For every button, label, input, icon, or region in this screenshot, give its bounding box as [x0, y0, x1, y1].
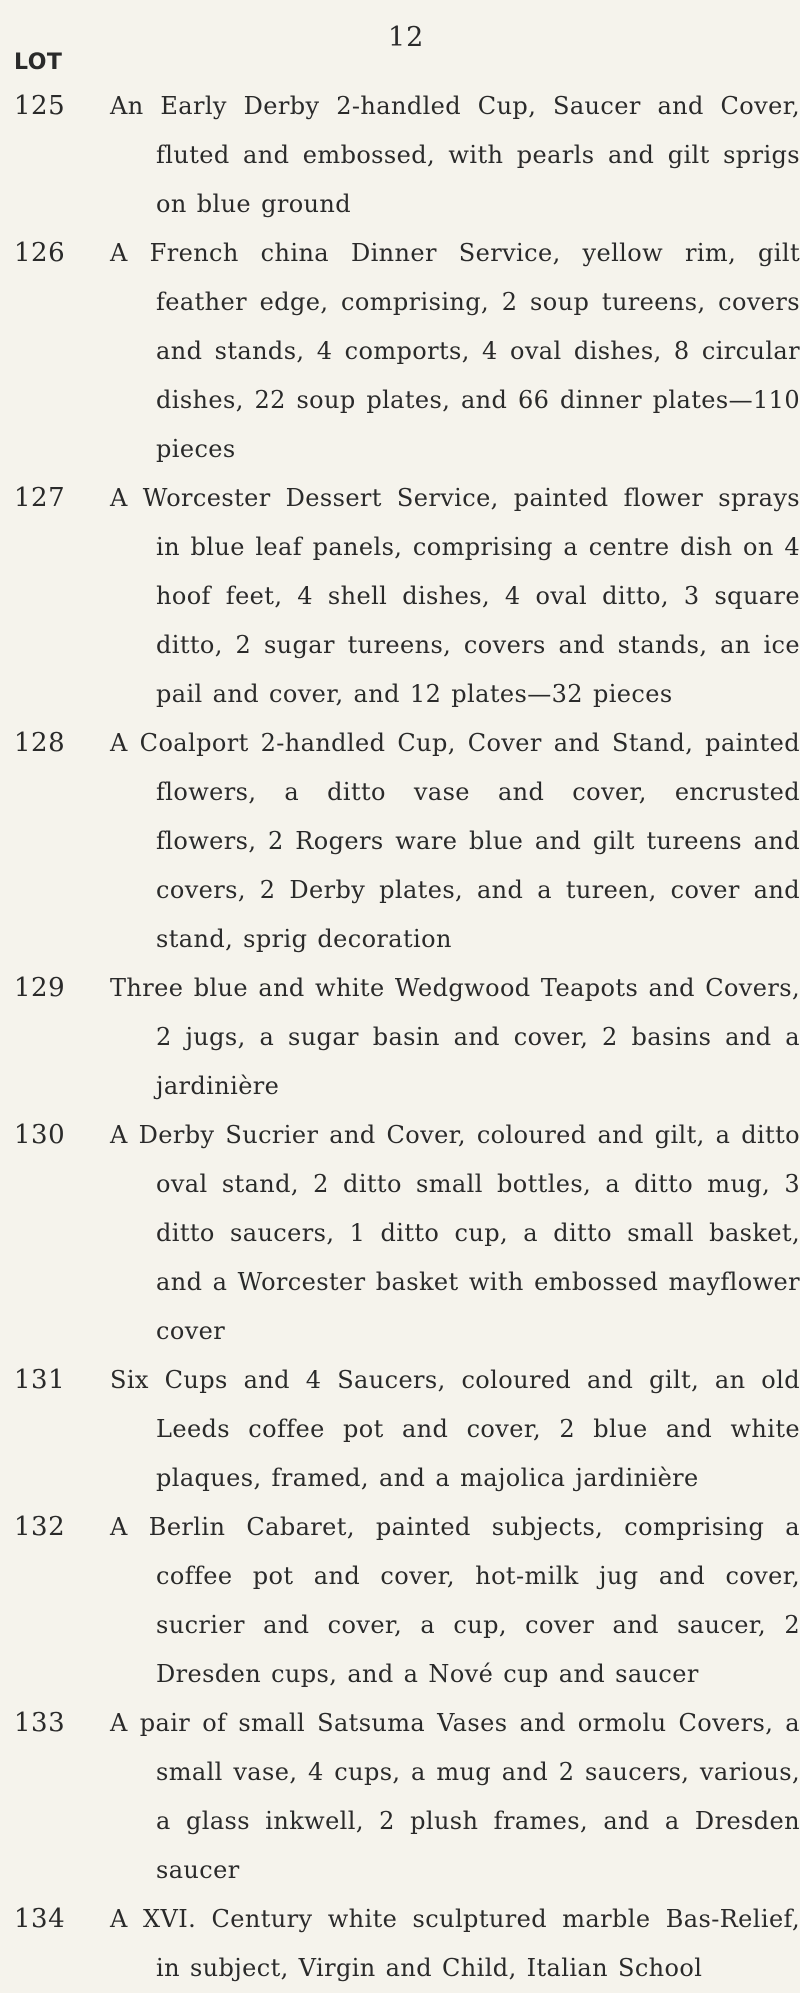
lot-entry [0, 719, 800, 964]
lot-description: A Derby Sucrier and Cover, coloured and gilt, a ditto oval stand, 2 ditto small bottles, a ditto mug, 3 ditto saucers, 1 ditto cup, a ditto small basket, and a Worcester basket with embossed mayflower cover [110, 1121, 800, 1345]
lot-description: A Coalport 2-handled Cup, Cover and Stand, painted flowers, a ditto vase and cover, encrusted flowers, 2 Rogers ware blue and gilt tureens and covers, 2 Derby plates, and a tureen, cover and stand, sprig decoration [110, 729, 800, 953]
lot-number: 129 [14, 973, 66, 1003]
lot-description: Three blue and white Wedgwood Teapots and Covers, 2 jugs, a sugar basin and cover, 2 basins and a jardinière [110, 974, 800, 1100]
lot-entry [0, 1111, 800, 1356]
lot-description: An Early Derby 2-handled Cup, Saucer and Cover, fluted and embossed, with pearls and gilt sprigs on blue ground [110, 92, 800, 218]
lot-number: 134 [14, 1904, 66, 1934]
lot-description: A pair of small Satsuma Vases and ormolu Covers, a small vase, 4 cups, a mug and 2 saucers, various, a glass inkwell, 2 plush frames, and a Dresden saucer [110, 1709, 800, 1884]
lot-number: 126 [14, 238, 66, 268]
lot-entry [0, 1503, 800, 1699]
lot-entry [0, 1895, 800, 1993]
lot-description: A XVI. Century white sculptured marble Bas-Relief, in subject, Virgin and Child, Italian School [110, 1905, 800, 1982]
lot-description: Six Cups and 4 Saucers, coloured and gilt, an old Leeds coffee pot and cover, 2 blue and white plaques, framed, and a majolica jardinière [110, 1366, 800, 1492]
lot-entry [0, 82, 800, 229]
lot-entry [0, 229, 800, 474]
lot-entry [0, 474, 800, 719]
page-number: 12 [388, 22, 425, 53]
lot-number: 130 [14, 1120, 66, 1150]
lot-number: 133 [14, 1708, 66, 1738]
lot-list [0, 82, 800, 1993]
lot-number: 131 [14, 1365, 66, 1395]
lot-entry [0, 1356, 800, 1503]
lot-entry [0, 964, 800, 1111]
lot-number: 132 [14, 1512, 66, 1542]
lot-number: 128 [14, 728, 66, 758]
lot-entry [0, 1699, 800, 1895]
lot-number: 125 [14, 91, 66, 121]
lot-description: A Worcester Dessert Service, painted flower sprays in blue leaf panels, comprising a centre dish on 4 hoof feet, 4 shell dishes, 4 oval ditto, 3 square ditto, 2 sugar tureens, covers and stands, an ice pail and cover, and 12 plates—32 pieces [110, 484, 800, 708]
lot-column-header: LOT [14, 50, 63, 75]
lot-number: 127 [14, 483, 66, 513]
lot-description: A Berlin Cabaret, painted subjects, comprising a coffee pot and cover, hot-milk jug and cover, sucrier and cover, a cup, cover and saucer, 2 Dresden cups, and a Nové cup and saucer [110, 1513, 800, 1688]
lot-description: A French china Dinner Service, yellow rim, gilt feather edge, comprising, 2 soup tureens, covers and stands, 4 comports, 4 oval dishes, 8 circular dishes, 22 soup plates, and 66 dinner plates—110 pieces [110, 239, 800, 463]
